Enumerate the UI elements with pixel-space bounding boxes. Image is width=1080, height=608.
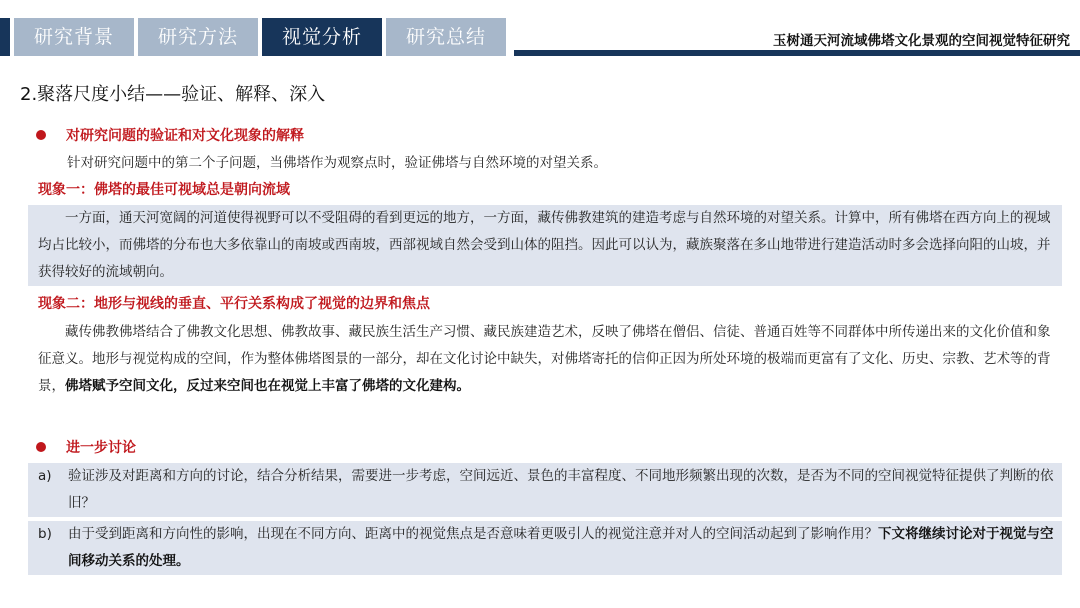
tab-research-background[interactable]: 研究背景 [14, 18, 134, 56]
item-letter: a) [38, 468, 52, 484]
header-underline [514, 50, 1080, 56]
item-b-emphasis: 下文将继续讨论对于视觉与空间移动关系的处理。 [68, 526, 1054, 569]
item-text [68, 463, 1062, 517]
phenomenon-2-body: 藏传佛教佛塔结合了佛教文化思想、佛教故事、藏民族生活生产习惯、藏民族建造艺术，反映了佛塔在僧侣、信徒、普通百姓等不同群体中所传递出来的文化价值和象征意义。地形与视觉构成的空间，作为整体佛塔图景的一部分，却在文化讨论中缺失，对佛塔寄托的信仰正因为所处环境的极端而更富有了文化、历史、宗教、艺术等的背景， [38, 324, 1051, 394]
phenomenon-1-text: 一方面，通天河宽阔的河道使得视野可以不受阻碍的看到更远的地方，一方面，藏传佛教建筑的建造考虑与自然环境的对望关系。计算中，所有佛塔在西方向上的视域均占比较小，而佛塔的分布也大多依靠山的南坡或西南坡，西部视域自然会受到山体的阻挡。因此可以认为，藏族聚落在多山地带进行建造活动时多会选择向阳的山坡，并获得较好的流域朝向。 [28, 205, 1062, 286]
tab-research-summary[interactable]: 研究总结 [386, 18, 506, 56]
item-b-body: 由于受到距离和方向性的影响，出现在不同方向、距离中的视觉焦点是否意味着更吸引人的视觉注意并对人的空间活动起到了影响作用？ [68, 526, 878, 542]
section-title: 2.聚落尺度小结——验证、解释、深入 [20, 84, 326, 105]
phenomenon-1-title: 现象一：佛塔的最佳可视域总是朝向流域 [38, 182, 290, 198]
header-edge-strip [0, 18, 10, 56]
item-a-body: 验证涉及对距离和方向的讨论，结合分析结果，需要进一步考虑，空间远近、景色的丰富程度、不同地形频繁出现的次数，是否为不同的空间视觉特征提供了判断的依旧？ [68, 468, 1054, 511]
top-header [0, 0, 1080, 58]
bullet-heading-verification [36, 125, 304, 145]
bullet-heading-discussion [36, 437, 136, 457]
presentation-title: 玉树通天河流域佛塔文化景观的空间视觉特征研究 [773, 33, 1070, 49]
discussion-item-a [28, 463, 1062, 517]
red-bullet-icon [36, 130, 46, 140]
discussion-heading: 进一步讨论 [66, 440, 136, 456]
verification-heading: 对研究问题的验证和对文化现象的解释 [66, 128, 304, 144]
item-letter: b) [38, 526, 52, 542]
intro-paragraph: 针对研究问题中的第二个子问题，当佛塔作为观察点时，验证佛塔与自然环境的对望关系。 [67, 155, 607, 171]
item-text [68, 521, 1062, 575]
phenomenon-2-title: 现象二：地形与视线的垂直、平行关系构成了视觉的边界和焦点 [38, 296, 430, 312]
phenomenon-2-emphasis: 佛塔赋予空间文化，反过来空间也在视觉上丰富了佛塔的文化建构。 [65, 378, 470, 394]
section-tabs [14, 18, 506, 56]
discussion-item-b [28, 521, 1062, 575]
tab-research-method[interactable]: 研究方法 [138, 18, 258, 56]
phenomenon-2-text [28, 319, 1062, 400]
red-bullet-icon [36, 442, 46, 452]
tab-visual-analysis[interactable]: 视觉分析 [262, 18, 382, 56]
